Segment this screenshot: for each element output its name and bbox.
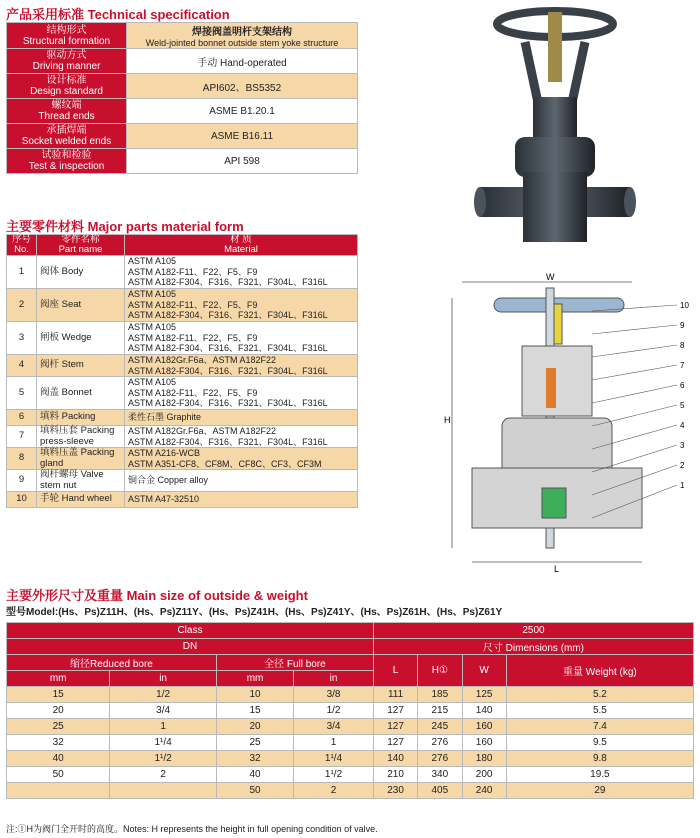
parts-row: [7, 448, 358, 470]
dims-cell: 125: [462, 687, 506, 703]
spec-label: [7, 124, 127, 149]
header-cn: 序号: [11, 234, 31, 245]
dims-cell: 15: [7, 687, 110, 703]
spec-label: [7, 23, 127, 49]
material-line: ASTM A105: [128, 377, 177, 388]
spec-label: [7, 99, 127, 124]
spec-label-cn: 结构形式: [46, 24, 87, 36]
dims-cell: [110, 783, 217, 799]
dims-row: [7, 783, 694, 799]
dims-table: [6, 622, 694, 799]
dims-cell: 1¹/2: [110, 751, 217, 767]
material-line: ASTM A182-F304、F316、F321、F304L、F316L: [128, 343, 328, 354]
dims-cell: 210: [373, 767, 417, 783]
dims-cell: 25: [7, 719, 110, 735]
dims-cell: 160: [462, 735, 506, 751]
spec-label-cn: 驱动方式: [46, 50, 87, 61]
col-weight: 重量 Weight (kg): [506, 655, 693, 687]
dim-l: L: [554, 564, 560, 573]
class-value: 2500: [373, 623, 693, 639]
dims-cell: 1¹/4: [294, 751, 374, 767]
section-drawing: [442, 268, 697, 573]
spec-value-en: API602、BS5352: [202, 82, 282, 94]
leader-line: [592, 345, 677, 357]
dims-cell: 276: [418, 735, 462, 751]
dims-cell: 2: [110, 767, 217, 783]
dims-row: [7, 767, 694, 783]
spec-label-en: Driving manner: [32, 61, 101, 72]
dim-w: W: [546, 272, 555, 282]
part-material: [125, 256, 358, 289]
spec-row: [7, 149, 358, 174]
leader-line: [592, 325, 677, 334]
spec-value: [127, 23, 358, 49]
dims-cell: 5.5: [506, 703, 693, 719]
spec-row: [7, 99, 358, 124]
spec-row: [7, 74, 358, 99]
part-no: 8: [7, 448, 37, 470]
parts-row: [7, 322, 358, 355]
part-callout-label: 6: [680, 381, 685, 390]
col-w: W: [462, 655, 506, 687]
dims-cell: 20: [216, 719, 293, 735]
header-cn: 材 质: [230, 234, 252, 245]
part-material: [125, 289, 358, 322]
part-no: 2: [7, 289, 37, 322]
spec-label-en: Thread ends: [38, 111, 95, 122]
part-name: 填料 Packing: [37, 410, 125, 426]
material-line: ASTM A351-CF8、CF8M、CF8C、CF3、CF3M: [128, 458, 322, 469]
spec-value-en: 手动 Hand-operated: [197, 57, 287, 69]
col-l: L: [373, 655, 417, 687]
header-en: No.: [14, 244, 29, 255]
material-line: ASTM A182-F304、F316、F321、F304L、F316L: [128, 398, 328, 409]
material-line: ASTM A182-F11、F22、F5、F9: [128, 332, 258, 343]
col-mm: mm: [7, 671, 110, 687]
full-bore-label: 全径 Full bore: [216, 655, 373, 671]
part-no: 1: [7, 256, 37, 289]
parts-row: [7, 410, 358, 426]
dims-cell: 20: [7, 703, 110, 719]
dims-cell: 50: [7, 767, 110, 783]
dn-label: DN: [7, 639, 374, 655]
part-no: 5: [7, 377, 37, 410]
dims-cell: 215: [418, 703, 462, 719]
dims-cell: 127: [373, 703, 417, 719]
dims-cell: 276: [418, 751, 462, 767]
part-callout-label: 8: [680, 341, 685, 350]
dims-cell: 9.8: [506, 751, 693, 767]
spec-value: [127, 124, 358, 149]
part-callout-label: 5: [680, 401, 685, 410]
col-h: H①: [418, 655, 462, 687]
dims-cell: 185: [418, 687, 462, 703]
parts-header: [7, 235, 358, 256]
parts-row: [7, 492, 358, 508]
spec-value: [127, 99, 358, 124]
dims-cell: 2: [294, 783, 374, 799]
part-callout-label: 9: [680, 321, 685, 330]
part-name: 手轮 Hand wheel: [37, 492, 125, 508]
part-name: 闸板 Wedge: [37, 322, 125, 355]
part-name: 填料压套 Packing press-sleeve: [37, 426, 125, 448]
part-callout-label: 10: [680, 301, 689, 310]
dims-cell: 1/2: [294, 703, 374, 719]
part-material: [125, 322, 358, 355]
dims-cell: 32: [216, 751, 293, 767]
dims-cell: 1¹/4: [110, 735, 217, 751]
part-material: [125, 492, 358, 508]
spec-label: [7, 49, 127, 74]
dims-cell: 127: [373, 719, 417, 735]
parts-row: [7, 256, 358, 289]
dims-cell: 3/4: [110, 703, 217, 719]
spec-label-en: Structural formation: [22, 35, 111, 47]
spec-label-en: Test & inspection: [28, 161, 105, 172]
parts-row: [7, 289, 358, 322]
dimensions-label: 尺寸 Dimensions (mm): [373, 639, 693, 655]
col-mm: mm: [216, 671, 293, 687]
dims-cell: 1/2: [110, 687, 217, 703]
dims-cell: 340: [418, 767, 462, 783]
col-in: in: [294, 671, 374, 687]
part-material: [125, 448, 358, 470]
part-no: 3: [7, 322, 37, 355]
dims-cell: 3/8: [294, 687, 374, 703]
dims-row: [7, 751, 694, 767]
part-no: 7: [7, 426, 37, 448]
dims-cell: 40: [7, 751, 110, 767]
part-material: [125, 410, 358, 426]
dims-cell: 50: [216, 783, 293, 799]
dims-cell: 1¹/2: [294, 767, 374, 783]
dims-cell: [7, 783, 110, 799]
part-material: [125, 426, 358, 448]
part-material: [125, 470, 358, 492]
header-en: Material: [224, 244, 258, 255]
dims-cell: 111: [373, 687, 417, 703]
part-no: 9: [7, 470, 37, 492]
spec-label: [7, 74, 127, 99]
leader-line: [592, 405, 677, 426]
spec-label: [7, 149, 127, 174]
footnote: 注:①H为阀门全开时的高度。Notes: H represents the height in full opening condition of valve.: [6, 824, 378, 834]
part-material: [125, 355, 358, 377]
spec-label-cn: 试验和检验: [41, 150, 92, 161]
parts-row: [7, 470, 358, 492]
col-in: in: [110, 671, 217, 687]
part-no: 4: [7, 355, 37, 377]
header-cn: 零件名称: [61, 234, 100, 245]
dims-cell: 10: [216, 687, 293, 703]
dims-cell: 15: [216, 703, 293, 719]
material-line: ASTM A182-F304、F316、F321、F304L、F316L: [128, 310, 328, 321]
part-callout-label: 4: [680, 421, 685, 430]
material-line: ASTM A182-F304、F316、F321、F304L、F316L: [128, 365, 328, 376]
material-line: ASTM A47-32510: [128, 494, 200, 505]
dims-row: [7, 719, 694, 735]
dims-cell: 3/4: [294, 719, 374, 735]
part-name: 阀座 Seat: [37, 289, 125, 322]
dims-title: 主要外形尺寸及重量 Main size of outside & weight: [6, 588, 308, 603]
part-name: 阀杆螺母 Valve stem nut: [37, 470, 125, 492]
part-callout-label: 2: [680, 461, 685, 470]
dims-cell: 9.5: [506, 735, 693, 751]
material-line: 柔性石墨 Graphite: [128, 412, 202, 423]
dims-cell: 7.4: [506, 719, 693, 735]
spec-value: [127, 49, 358, 74]
parts-row: [7, 377, 358, 410]
spec-value: [127, 149, 358, 174]
dims-cell: 230: [373, 783, 417, 799]
class-label: Class: [7, 623, 374, 639]
dims-row: [7, 687, 694, 703]
part-callout-label: 1: [680, 481, 685, 490]
parts-title: 主要零件材料 Major parts material form: [6, 219, 244, 234]
dims-cell: 200: [462, 767, 506, 783]
spec-value: [127, 74, 358, 99]
part-callout-label: 7: [680, 361, 685, 370]
dim-h: H: [444, 415, 451, 425]
spec-value-en: Weld-jointed bonnet outside stem yoke structure: [145, 38, 339, 48]
material-line: ASTM A182Gr.F6a、ASTM A182F22: [128, 426, 277, 436]
spec-value-cn: 焊接阀盖明杆支架结构: [192, 27, 292, 38]
model-line: 型号Model:(Hs、Ps)Z11H、(Hs、Ps)Z11Y、(Hs、Ps)Z41H、(Hs、Ps)Z41Y、(Hs、Ps)Z61H、(Hs、Ps)Z61Y: [6, 607, 503, 618]
dims-cell: 40: [216, 767, 293, 783]
part-name: 阀体 Body: [37, 256, 125, 289]
parts-header-cell: [125, 235, 358, 256]
dims-cell: 240: [462, 783, 506, 799]
part-name: 阀盖 Bonnet: [37, 377, 125, 410]
part-material: [125, 377, 358, 410]
dims-cell: 140: [462, 703, 506, 719]
spec-label-cn: 螺纹端: [51, 100, 82, 111]
spec-label-cn: 承插焊端: [46, 125, 87, 136]
spec-label-en: Design standard: [30, 86, 103, 97]
leader-line: [592, 365, 677, 380]
material-line: ASTM A105: [128, 322, 177, 333]
spec-value-en: ASME B16.11: [210, 130, 274, 142]
parts-table: [6, 234, 358, 508]
part-no: 6: [7, 410, 37, 426]
dims-cell: 180: [462, 751, 506, 767]
dims-cell: 5.2: [506, 687, 693, 703]
dims-row: [7, 735, 694, 751]
spec-table: [6, 22, 358, 174]
spec-row: [7, 23, 358, 49]
dims-row: [7, 703, 694, 719]
dims-cell: 29: [506, 783, 693, 799]
dims-cell: 140: [373, 751, 417, 767]
dims-cell: 19.5: [506, 767, 693, 783]
valve-photo: [455, 2, 655, 242]
material-line: ASTM A216-WCB: [128, 448, 201, 458]
dims-cell: 1: [110, 719, 217, 735]
part-name: 阀杆 Stem: [37, 355, 125, 377]
material-line: 铜合金 Copper alloy: [128, 475, 209, 486]
spec-label-en: Socket welded ends: [21, 136, 112, 147]
leader-line: [592, 385, 677, 403]
spec-value-en: API 598: [224, 155, 260, 167]
dims-cell: 25: [216, 735, 293, 751]
material-line: ASTM A182-F11、F22、F5、F9: [128, 266, 258, 277]
material-line: ASTM A105: [128, 256, 177, 267]
material-line: ASTM A105: [128, 289, 177, 300]
spec-label-cn: 设计标准: [46, 75, 87, 86]
material-line: ASTM A182-F304、F316、F321、F304L、F316L: [128, 436, 328, 447]
dims-cell: 405: [418, 783, 462, 799]
spec-title: 产品采用标准 Technical specification: [6, 7, 230, 22]
material-line: ASTM A182-F11、F22、F5、F9: [128, 299, 258, 310]
spec-row: [7, 49, 358, 74]
reduced-bore-label: 缩径Reduced bore: [7, 655, 217, 671]
spec-row: [7, 124, 358, 149]
parts-header-cell: [37, 235, 125, 256]
dims-cell: 1: [294, 735, 374, 751]
header-en: Part name: [58, 244, 103, 255]
material-line: ASTM A182Gr.F6a、ASTM A182F22: [128, 355, 277, 365]
parts-header-cell: [7, 235, 37, 256]
material-line: ASTM A182-F304、F316、F321、F304L、F316L: [128, 277, 328, 288]
dims-cell: 160: [462, 719, 506, 735]
dims-cell: 32: [7, 735, 110, 751]
material-line: ASTM A182-F11、F22、F5、F9: [128, 387, 258, 398]
part-callout-label: 3: [680, 441, 685, 450]
spec-value-en: ASME B1.20.1: [209, 105, 275, 117]
parts-row: [7, 355, 358, 377]
dims-cell: 127: [373, 735, 417, 751]
part-name: 填料压盖 Packing gland: [37, 448, 125, 470]
part-no: 10: [7, 492, 37, 508]
dims-cell: 245: [418, 719, 462, 735]
parts-row: [7, 426, 358, 448]
